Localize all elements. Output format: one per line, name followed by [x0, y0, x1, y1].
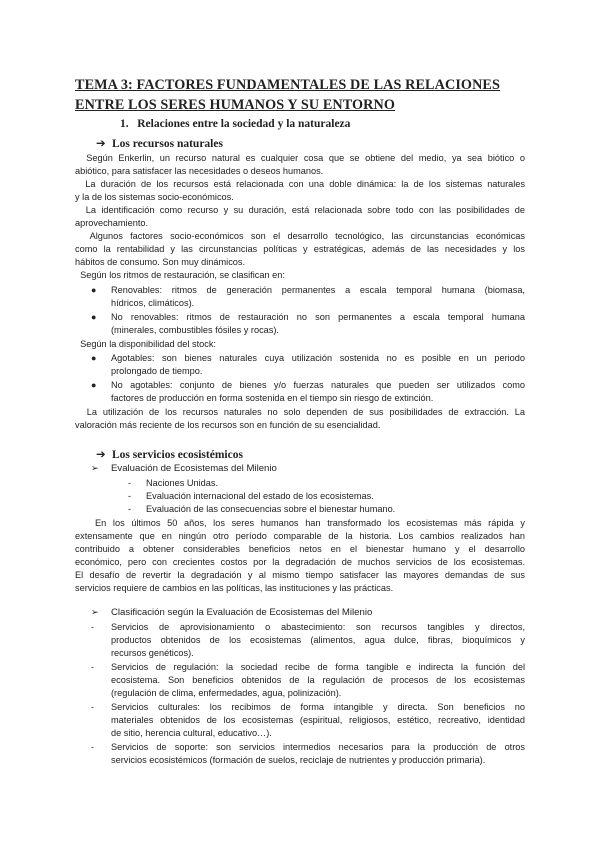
document-title-line-2: ENTRE LOS SERES HUMANOS Y SU ENTORNO — [75, 97, 395, 113]
paragraph-line: valoración más reciente de los recursos son en función de su esencialidad. — [75, 420, 381, 430]
dash-icon: - — [128, 491, 132, 501]
subsection-title: Los servicios ecosistémicos — [112, 449, 243, 461]
dash-icon: - — [91, 622, 95, 632]
list-item-line: ecosistema. Son beneficios obtenidos de la regulación de procesos de los ecosistemas — [111, 675, 525, 685]
list-item-line: No agotables: conjunto de bienes y/o fuerzas naturales que pueden ser utilizados como — [111, 380, 525, 390]
paragraph-line: Según la disponibilidad del stock: — [75, 339, 216, 349]
bullet-icon: ● — [91, 353, 97, 363]
list-item-line: Servicios de aprovisionamiento o abastecimiento: son recursos tangibles y directos, — [111, 622, 525, 632]
list-item-line: productos obtenidos de los ecosistemas (alimentos, agua dulce, fibras, bioquímicos y — [111, 635, 525, 645]
paragraph-line: aprovechamiento. — [75, 218, 149, 228]
paragraph-line: Según Enkerlin, un recurso natural es cualquier cosa que se obtiene del medio, ya sea biótico o — [75, 153, 525, 163]
list-item-line: Renovables: ritmos de generación permanentes a escala temporal humana (biomasa, — [111, 285, 525, 295]
paragraph-line: La duración de los recursos está relacionada con una doble dinámica: la de los sistemas naturales — [75, 179, 525, 189]
list-item-line: No renovables: ritmos de restauración no son permanentes a escala temporal humana — [111, 312, 525, 322]
list-item-line: hídricos, climáticos). — [111, 298, 195, 308]
paragraph-line: La utilización de los recursos naturales no solo dependen de sus posibilidades de extracción. La — [75, 407, 525, 417]
chevron-right-icon: ➢ — [91, 463, 99, 474]
dash-icon: - — [91, 742, 95, 752]
document-title-line-1: TEMA 3: FACTORES FUNDAMENTALES DE LAS RELACIONES — [75, 77, 500, 93]
chevron-right-icon: ➢ — [91, 607, 99, 618]
list-item-line: recursos genéticos). — [111, 648, 194, 658]
dash-icon: - — [91, 702, 95, 712]
bullet-icon: ● — [91, 312, 97, 322]
subsection-heading — [96, 136, 223, 150]
paragraph-line: abiótico, para satisfacer las necesidades o deseos humanos. — [75, 166, 324, 176]
list-item-line: factores de producción en forma sostenida en el tiempo sin riesgo de extinción. — [111, 393, 434, 403]
paragraph-line: Algunos factores socio-económicos son el desarrollo tecnológico, las circunstancias económicas — [75, 231, 525, 241]
list-item-line: Servicios de regulación: la sociedad recibe de forma tangible e indirecta la función del — [111, 662, 525, 672]
list-item-line: de sitio, herencia cultural, educativo…). — [111, 728, 272, 738]
bullet-icon: ● — [91, 380, 97, 390]
list-item-line: Servicios de soporte: son servicios intermedios necesarios para la producción de otros — [111, 742, 525, 752]
subsection-heading — [96, 447, 243, 461]
list-item-line: (minerales, combustibles fósiles y rocas). — [111, 325, 279, 335]
dash-icon: - — [128, 504, 132, 514]
list-heading: Evaluación de Ecosistemas del Milenio — [111, 463, 277, 474]
section-heading: 1. Relaciones entre la sociedad y la naturaleza — [120, 118, 351, 130]
arrow-right-icon: ➔ — [96, 136, 106, 150]
dash-icon: - — [128, 478, 132, 488]
list-heading: Clasificación según la Evaluación de Ecosistemas del Milenio — [111, 607, 373, 618]
list-item-line: materiales obtenidos de los ecosistemas (espiritual, religiosos, estético, recreativo, identidad — [111, 715, 525, 725]
list-item-line: servicios ecosistémicos (formación de suelos, reciclaje de nutrientes y producción primaria). — [111, 755, 486, 765]
paragraph-line: La identificación como recurso y su duración, está relacionada sobre todo con las posibilidades de — [75, 205, 525, 215]
paragraph-line: Según los ritmos de restauración, se clasifican en: — [75, 270, 285, 280]
paragraph-line: contribuido a obtener considerables beneficios netos en el bienestar humano y el desarrollo — [75, 544, 525, 554]
arrow-right-icon: ➔ — [96, 447, 106, 461]
paragraph-line: En los últimos 50 años, los seres humanos han transformado los ecosistemas más rápida y — [75, 518, 525, 528]
paragraph-line: El desafío de revertir la degradación y al mismo tiempo satisfacer las mayores demandas de sus — [75, 570, 525, 580]
paragraph-line: servicios requiere de cambios en las políticas, las instituciones y las prácticas. — [75, 583, 394, 593]
sub-list-item: Evaluación internacional del estado de los ecosistemas. — [146, 491, 374, 501]
sub-list-item: Naciones Unidas. — [146, 478, 219, 488]
bullet-icon: ● — [91, 285, 97, 295]
paragraph-line: y la de los sistemas socio-económicos. — [75, 192, 234, 202]
subsection-title: Los recursos naturales — [112, 138, 223, 150]
dash-icon: - — [91, 662, 95, 672]
paragraph-line: económico, pero con crecientes costos por la degradación de muchos servicios de los ecosistemas. — [75, 557, 525, 567]
paragraph-line: hábitos de consumo. Son muy dinámicos. — [75, 257, 246, 267]
list-item-line: (regulación de clima, enfermedades, agua, polinización). — [111, 688, 342, 698]
list-item-line: Agotables: son bienes naturales cuya utilización sostenida no es posible en un periodo — [111, 353, 525, 363]
list-item-line: Servicios culturales: los recibimos de forma intangible y directa. Son beneficios no — [111, 702, 525, 712]
paragraph-line: extensamente que en ningún otro período comparable de la historia. Los cambios realizados han — [75, 531, 525, 541]
paragraph-line: como la rentabilidad y las circunstancias políticas y estratégicas, además de las necesidades y los — [75, 244, 525, 254]
sub-list-item: Evaluación de las consecuencias sobre el bienestar humano. — [146, 504, 396, 514]
list-item-line: prolongado de tiempo. — [111, 366, 203, 376]
